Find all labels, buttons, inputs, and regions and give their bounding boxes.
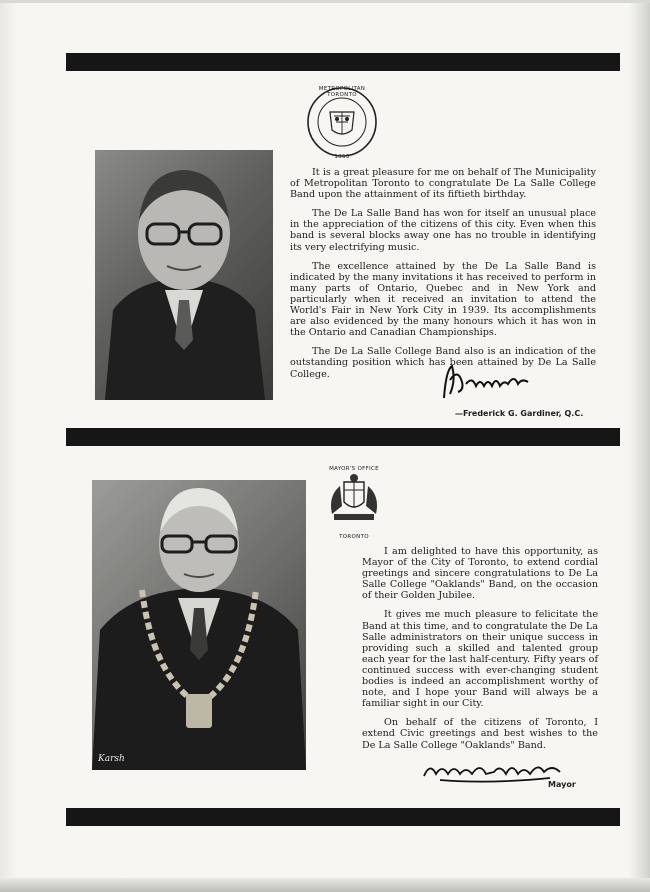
letter1-paragraph-1: It is a great pleasure for me on behalf of The Municipality of Metropolitan Toronto to congratulate De La Salle College Band upon the attainment of its fiftieth birthday.: [290, 167, 596, 201]
metropolitan-toronto-seal: [306, 86, 378, 158]
seal-ring-text-top: METROPOLITAN TORONTO: [318, 86, 366, 98]
divider-bar-bottom: [66, 808, 620, 826]
portrait-figure-icon: [95, 150, 273, 400]
toronto-mayors-office-crest: [318, 466, 390, 538]
gardiner-letter: [290, 167, 596, 388]
handwritten-signature-icon: [438, 360, 538, 402]
gardiner-signature: [438, 360, 538, 402]
bottom-edge: [0, 878, 650, 892]
photographer-signature: Karsh: [98, 754, 125, 764]
portrait-mayor: [92, 480, 306, 770]
gardiner-attribution: —Frederick G. Gardiner, Q.C.: [455, 409, 584, 418]
letter1-paragraph-2: The De La Salle Band has won for itself an unusual place in the appreciation of the citizens of this city. Even when this band is several blocks away one has no trouble in identifying its very electrifying music.: [290, 208, 596, 253]
coat-of-arms-icon: [318, 466, 390, 538]
portrait-figure-icon: [92, 480, 306, 770]
letter1-paragraph-3: The excellence attained by the De La Salle Band is indicated by the many invitations it has received to perform in many parts of Ontario, Quebec and in New York and particularly when it received an invitation to attend the World's Fair in New York City in 1939. Its accomplishments are also evidenced by the many honours which it has won in the Ontario and Canadian Championships.: [290, 260, 596, 339]
top-edge: [0, 0, 650, 3]
crest-caption-top: MAYOR'S OFFICE: [329, 466, 379, 472]
mayor-letter: [362, 546, 598, 759]
crest-caption-bottom: TORONTO: [339, 534, 369, 540]
mayor-attribution: Mayor: [548, 780, 576, 789]
divider-bar-top: [66, 53, 620, 71]
letter2-paragraph-3: On behalf of the citizens of Toronto, I extend Civic greetings and best wishes to the De La Salle College "Oaklands" Band.: [362, 717, 598, 751]
seal-ring-text-bottom: 1953: [334, 154, 350, 160]
letter1-paragraph-4: The De La Salle College Band also is an indication of the outstanding position which has been attained by De La Salle College.: [290, 346, 596, 380]
divider-bar-middle: [66, 428, 620, 446]
letter2-paragraph-2: It gives me much pleasure to felicitate the Band at this time, and to congratulate the De La Salle administrators on their unique success in providing such a skilled and talented group each year for the last half-century. Fifty years of continued success with ever-changing student bodies is indeed an accomplishment worthy of note, and I hope your Band will always be a familiar sight in our City.: [362, 609, 598, 710]
portrait-gardiner: [95, 150, 273, 400]
letter2-paragraph-1: I am delighted to have this opportunity, as Mayor of the City of Toronto, to extend cordial greetings and sincere congratulations to De La Salle College "Oaklands" Band, on the occasion of their Golden Jubilee.: [362, 546, 598, 602]
